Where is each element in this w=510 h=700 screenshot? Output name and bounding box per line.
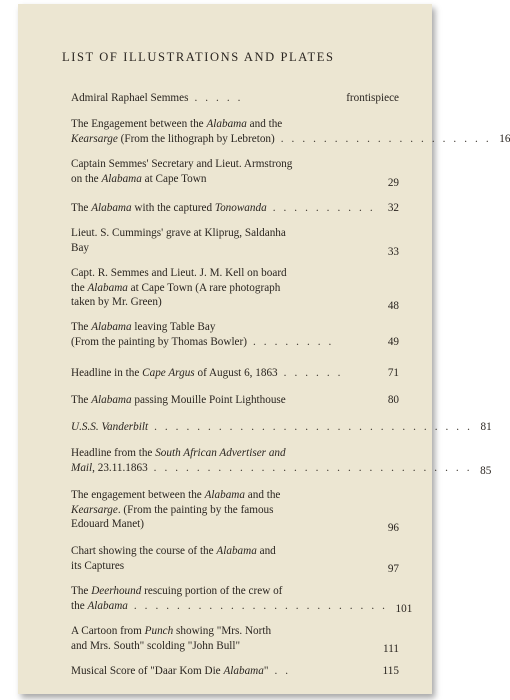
entry-title-line: The Alabama passing Mouille Point Lighthouse — [71, 394, 286, 406]
entry-title-line: and Mrs. South" scolding "John Bull" — [71, 639, 241, 652]
entry-title-line: Musical Score of "Daar Kom Die Alabama" — [71, 665, 269, 677]
entry-page-number: 71 — [387, 367, 399, 379]
entry-title-line: The Engagement between the Alabama and the — [71, 118, 283, 130]
entry-title-line: U.S.S. Vanderbilt — [71, 421, 149, 433]
entry-page-number: 115 — [382, 665, 399, 677]
list-item — [71, 446, 492, 477]
entry-title-line: The engagement between the Alabama and the — [71, 489, 281, 501]
entry-title-line: Kearsarge (From the lithograph by Lebreton) — [71, 132, 275, 145]
dot-leader: . . . . . . . . . . — [272, 202, 376, 214]
entry-page-number: 48 — [387, 300, 399, 313]
list-item — [71, 117, 510, 146]
entry-title-line: (From the painting by Thomas Bowler) — [71, 335, 247, 348]
entry-page-number: 101 — [395, 602, 413, 615]
list-item — [71, 366, 399, 381]
entry-title-line: Edouard Manet) — [71, 518, 145, 531]
entry-title-line: on the Alabama at Cape Town — [71, 172, 207, 185]
entry-title-line: Captain Semmes' Secretary and Lieut. Armstrong — [71, 158, 293, 170]
entry-title-line: Mail, 23.11.1863 — [71, 461, 148, 474]
list-item — [71, 266, 399, 313]
entry-title-line: The Alabama with the captured Tonowanda — [71, 202, 267, 214]
page-heading: LIST OF ILLUSTRATIONS AND PLATES — [62, 50, 335, 64]
list-item — [71, 393, 399, 408]
list-item — [71, 226, 399, 258]
list-item — [71, 201, 399, 216]
entry-title-line: Bay — [71, 241, 90, 254]
entry-title-line: Headline from the South African Advertiser and — [71, 447, 286, 459]
entry-page-number: 97 — [387, 562, 399, 575]
entry-page-number: 29 — [387, 176, 399, 189]
entry-title-line: The Deerhound rescuing portion of the crew of — [71, 585, 283, 597]
list-item — [71, 320, 399, 349]
entry-title-line: Chart showing the course of the Alabama and — [71, 545, 276, 557]
entry-page-number: 111 — [383, 642, 399, 655]
dot-leader: . . — [274, 665, 291, 677]
entry-title-line: Lieut. S. Cummings' grave at Kliprug, Saldanha — [71, 227, 286, 239]
entry-title-line: taken by Mr. Green) — [71, 296, 162, 309]
list-item — [71, 624, 399, 653]
list-item — [71, 488, 399, 535]
dot-leader: . . . . . . . . . . . . . . . . . . . . . . . . . . . . . . — [153, 461, 473, 474]
list-item — [71, 664, 399, 679]
entry-page-number: frontispiece — [346, 92, 399, 104]
entry-title-line: Kearsarge. (From the painting by the famous — [71, 503, 274, 516]
entry-page-number: 81 — [480, 421, 492, 433]
list-item — [71, 157, 399, 189]
book-page — [18, 4, 510, 694]
entry-page-number: 85 — [480, 464, 492, 477]
dot-leader: . . . . . — [194, 92, 244, 104]
entry-page-number: 16 — [499, 132, 510, 145]
entry-title-line: The Alabama leaving Table Bay — [71, 321, 216, 333]
entry-title-line: Capt. R. Semmes and Lieut. J. M. Kell on board — [71, 267, 287, 279]
entry-title-line: the Alabama at Cape Town (A rare photograph — [71, 281, 281, 294]
dot-leader: . . . . . . . . . . . . . . . . . . . . . . . . — [133, 599, 388, 612]
entry-title-line: the Alabama — [71, 599, 128, 612]
dot-leader: . . . . . . — [283, 367, 344, 379]
list-item — [71, 420, 492, 435]
entry-title-line: A Cartoon from Punch showing "Mrs. North — [71, 625, 272, 637]
entry-page-number: 96 — [387, 522, 399, 535]
dot-leader: . . . . . . . . . . . . . . . . . . . . — [280, 132, 492, 145]
list-item — [71, 91, 399, 106]
entry-page-number: 80 — [387, 394, 399, 406]
list-item — [71, 544, 399, 573]
entry-title-line: Admiral Raphael Semmes — [71, 92, 189, 104]
list-item — [71, 584, 413, 615]
dot-leader: . . . . . . . . — [252, 335, 334, 348]
entry-page-number: 49 — [387, 335, 399, 348]
entry-page-number: 32 — [387, 202, 399, 214]
entry-title-line: Headline in the Cape Argus of August 6, 1863 — [71, 367, 278, 379]
entry-page-number: 33 — [387, 245, 399, 258]
entry-title-line: its Captures — [71, 559, 125, 572]
dot-leader: . . . . . . . . . . . . . . . . . . . . . . . . . . . . . . — [154, 421, 473, 433]
